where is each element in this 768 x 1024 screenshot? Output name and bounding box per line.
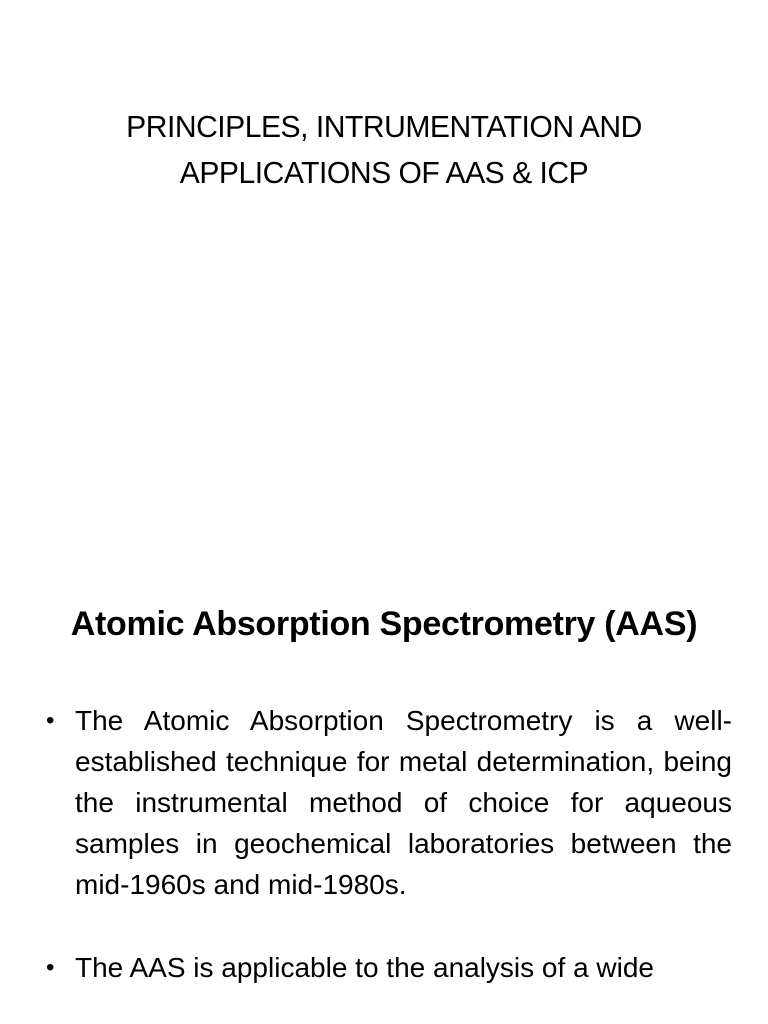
bullet-list [46,700,732,1024]
bullet-dot-icon: • [46,954,55,981]
bullet-text: The Atomic Absorption Spectrometry is a well-established technique for metal determination, being the instrumental method of choice for aqueous samples in geochemical laboratories between the mid-1960s and mid-1980s. [75,705,732,900]
bullet-dot-icon: • [46,707,55,734]
bullet-text: The AAS is applicable to the analysis of a wide [75,952,655,983]
slide-heading: Atomic Absorption Spectrometry (AAS) [70,605,698,643]
bullet-item [46,700,732,905]
presentation-title: PRINCIPLES, INTRUMENTATION AND APPLICATIONS OF AAS & ICP [126,109,642,190]
content-slide-aas [0,576,768,1024]
bullet-item [46,947,732,988]
